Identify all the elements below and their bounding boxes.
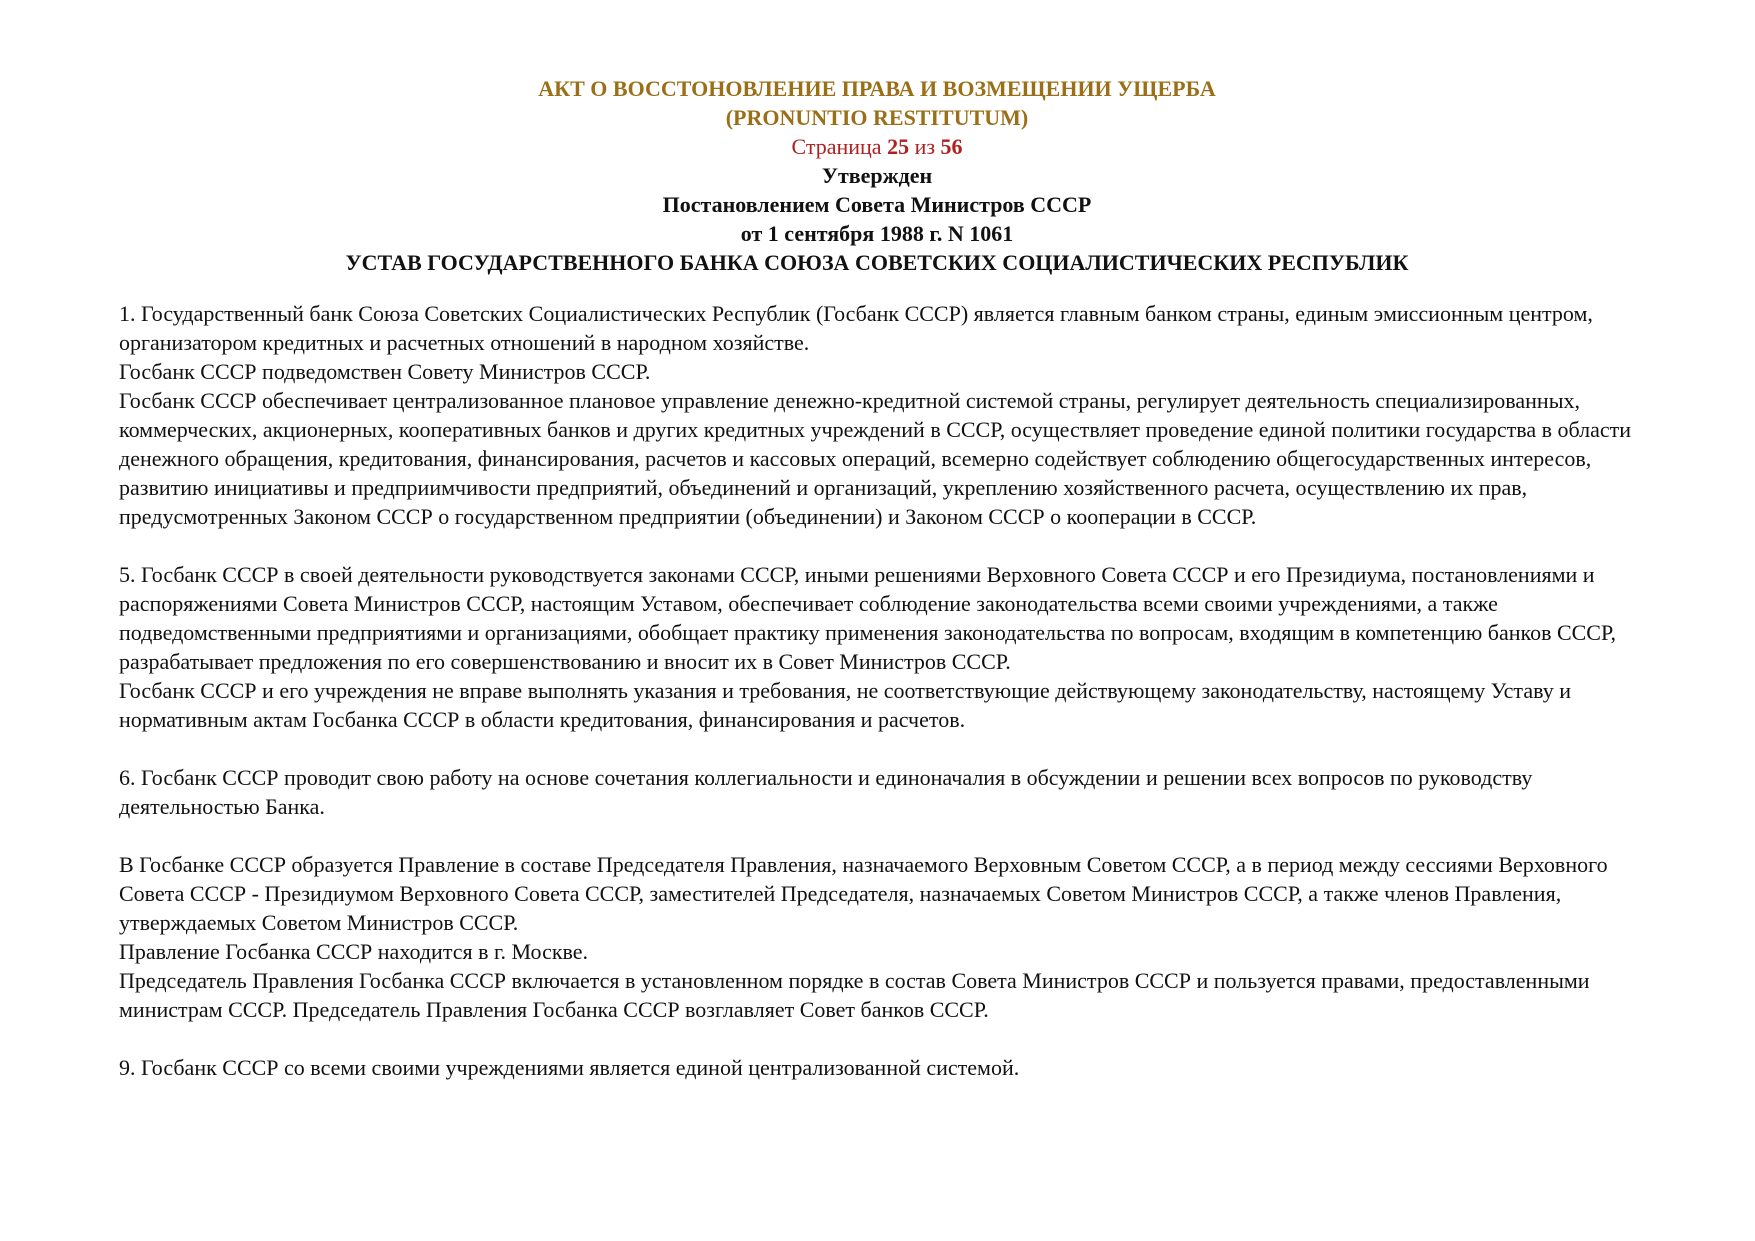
paragraph-line: 9. Госбанк СССР со всеми своими учреждениями является единой централизованной системой. (119, 1055, 1020, 1080)
paragraph-5 (119, 560, 1659, 734)
resolution-date: от 1 сентября 1988 г. N 1061 (740, 221, 1014, 246)
paragraph-line: Госбанк СССР и его учреждения не вправе выполнять указания и требования, не соответствующие действующему законодательству, настоящему Уставу и нормативным актам Госбанка СССР в области кредитования, финансирования и расчетов. (119, 678, 1571, 732)
act-title: АКТ О ВОССТОНОВЛЕНИЕ ПРАВА И ВОЗМЕЩЕНИИ УЩЕРБА (538, 76, 1216, 101)
paragraph-line: 5. Госбанк СССР в своей деятельности руководствуется законами СССР, иными решениями Верховного Совета СССР и его Президиума, постановлениями и распоряжениями Совета Министров СССР, настоящим Уставом, обеспечивает соблюдение законодательства всеми своими учреждениями, а также подведомственными предприятиями и организациями, обобщает практику применения законодательства по вопросам, входящим в компетенцию банков СССР, разрабатывает предложения по его совершенствованию и вносит их в Совет Министров СССР. (119, 562, 1616, 674)
paragraph-9 (119, 1053, 1659, 1082)
paragraph-1 (119, 299, 1659, 531)
paragraph-line: Председатель Правления Госбанка СССР включается в установленном порядке в состав Совета Министров СССР и пользуется правами, предоставленными министрам СССР. Председатель Правления Госбанка СССР возглавляет Совет банков СССР. (119, 968, 1590, 1022)
paragraph-line: В Госбанке СССР образуется Правление в составе Председателя Правления, назначаемого Верховным Советом СССР, а в период между сессиями Верховного Совета СССР - Президиумом Верховного Совета СССР, заместителей Председателя, назначаемых Советом Министров СССР, а также членов Правления, утверждаемых Советом Министров СССР. (119, 852, 1608, 935)
resolution-label: Постановлением Совета Министров СССР (662, 192, 1092, 217)
document-header (95, 74, 1659, 277)
page-word: Страница (791, 134, 882, 159)
paragraph-line: 6. Госбанк СССР проводит свою работу на основе сочетания коллегиальности и единоначалия в обсуждении и решении всех вопросов по руководству деятельностью Банка. (119, 765, 1533, 819)
page-total: 56 (940, 134, 963, 159)
charter-title: УСТАВ ГОСУДАРСТВЕННОГО БАНКА СОЮЗА СОВЕТСКИХ СОЦИАЛИСТИЧЕСКИХ РЕСПУБЛИК (345, 250, 1409, 275)
page-current: 25 (887, 134, 910, 159)
paragraph-line: Правление Госбанка СССР находится в г. Москве. (119, 939, 589, 964)
document-body (119, 299, 1659, 1082)
paragraph-line: Госбанк СССР обеспечивает централизованное плановое управление денежно-кредитной системой страны, регулирует деятельность специализированных, коммерческих, акционерных, кооперативных банков и других кредитных учреждений в СССР, осуществляет проведение единой политики государства в области денежного обращения, кредитования, финансирования, расчетов и кассовых операций, всемерно содействует соблюдению общегосударственных интересов, развитию инициативы и предприимчивости предприятий, объединений и организаций, укреплению хозяйственного расчета, осуществлению их прав, предусмотренных Законом СССР о государственном предприятии (объединении) и Законом СССР о кооперации в СССР. (119, 388, 1632, 529)
paragraph-6 (119, 763, 1659, 821)
page-of: из (914, 134, 936, 159)
paragraph-line: Госбанк СССР подведомствен Совету Министров СССР. (119, 359, 651, 384)
paragraph-board (119, 850, 1659, 1024)
act-title-latin: (PRONUNTIO RESTITUTUM) (725, 105, 1029, 130)
page-indicator (95, 132, 1659, 161)
approved-label: Утвержден (821, 163, 933, 188)
paragraph-line: 1. Государственный банк Союза Советских Социалистических Республик (Госбанк СССР) является главным банком страны, единым эмиссионным центром, организатором кредитных и расчетных отношений в народном хозяйстве. (119, 301, 1593, 355)
